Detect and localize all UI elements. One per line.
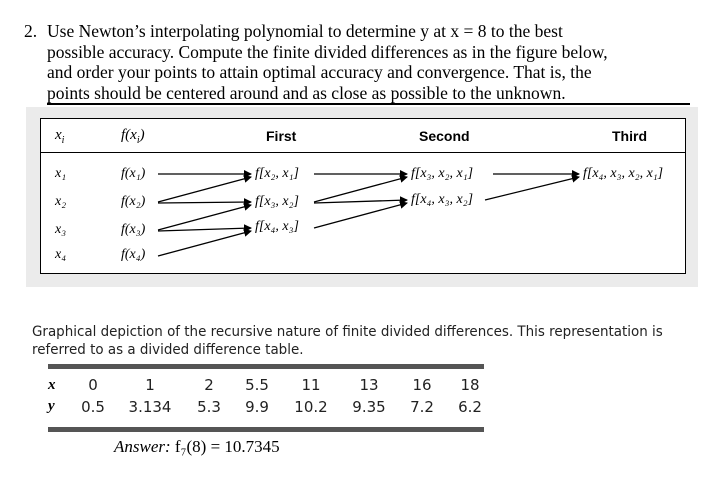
x-value: 11 bbox=[301, 376, 321, 394]
x-value: 0 bbox=[88, 376, 98, 394]
x-label-4: x₄ bbox=[55, 247, 67, 262]
x-value: 5.5 bbox=[245, 376, 269, 394]
y-value: 10.2 bbox=[294, 398, 328, 416]
first-diff-2: f[x₃, x₂] bbox=[255, 194, 299, 209]
y-value: 9.9 bbox=[245, 398, 269, 416]
header-third: Third bbox=[612, 128, 647, 144]
y-value: 0.5 bbox=[81, 398, 105, 416]
third-diff-1: f[x₄, x₃, x₂, x₁] bbox=[583, 166, 664, 181]
y-value: 3.134 bbox=[128, 398, 172, 416]
f-label-1: f(x₁) bbox=[121, 166, 146, 181]
caption-line-2: referred to as a divided difference table. bbox=[32, 342, 304, 358]
arrow bbox=[158, 228, 251, 231]
x-value: 16 bbox=[412, 376, 432, 394]
underline-rule bbox=[47, 103, 690, 105]
first-diff-3: f[x₄, x₃] bbox=[255, 219, 299, 234]
f-label-3: f(x₃) bbox=[121, 222, 146, 237]
arrow bbox=[158, 177, 251, 202]
data-x-label: x bbox=[48, 377, 56, 393]
problem-line: possible accuracy. Compute the finite divided differences as in the figure below, bbox=[47, 41, 608, 62]
arrow bbox=[158, 205, 251, 230]
arrow bbox=[314, 200, 407, 203]
answer-value: f₇(8) = 10.7345 bbox=[174, 437, 280, 456]
f-label-4: f(x₄) bbox=[121, 247, 146, 262]
problem-line: points should be centered around and as close as possible to the unknown. bbox=[47, 82, 566, 103]
answer-label: Answer: bbox=[114, 437, 171, 456]
x-value: 2 bbox=[204, 376, 214, 394]
y-value: 5.3 bbox=[197, 398, 221, 416]
header-first: First bbox=[266, 128, 297, 144]
x-label-2: x₂ bbox=[55, 194, 67, 209]
arrow bbox=[158, 231, 251, 256]
second-diff-1: f[x₃, x₂, x₁] bbox=[411, 166, 474, 181]
x-label-3: x₃ bbox=[55, 222, 67, 237]
x-label-1: x₁ bbox=[55, 166, 67, 181]
arrow bbox=[314, 177, 407, 202]
data-table-top-rule bbox=[48, 364, 484, 369]
data-y-label: y bbox=[48, 398, 55, 414]
y-value: 6.2 bbox=[458, 398, 482, 416]
answer bbox=[114, 437, 280, 457]
x-value: 13 bbox=[359, 376, 379, 394]
problem-number: 2. bbox=[24, 21, 38, 41]
y-value: 9.35 bbox=[352, 398, 386, 416]
figure-caption bbox=[32, 323, 666, 359]
x-value: 1 bbox=[145, 376, 155, 394]
arrow bbox=[314, 203, 407, 228]
x-value: 18 bbox=[460, 376, 480, 394]
caption-line-1: Graphical depiction of the recursive nature of finite divided differences. This representation is bbox=[32, 324, 663, 340]
header-second: Second bbox=[419, 128, 470, 144]
arrow bbox=[485, 177, 579, 200]
header-fxi: $f(x_i)$ bbox=[121, 127, 145, 146]
arrow bbox=[158, 202, 251, 203]
arrow-diagram bbox=[41, 119, 687, 275]
f-label-2: f(x₂) bbox=[121, 194, 146, 209]
data-table-bottom-rule bbox=[48, 427, 484, 432]
first-diff-1: f[x₂, x₁] bbox=[255, 166, 299, 181]
y-value: 7.2 bbox=[410, 398, 434, 416]
divided-difference-table bbox=[40, 118, 686, 274]
second-diff-2: f[x₄, x₃, x₂] bbox=[411, 192, 474, 207]
problem-line: Use Newton’s interpolating polynomial to determine y at x = 8 to the best bbox=[47, 21, 563, 41]
problem-line: and order your points to attain optimal accuracy and convergence. That is, the bbox=[47, 62, 592, 82]
header-xi-text: $x_i$ bbox=[55, 127, 65, 146]
